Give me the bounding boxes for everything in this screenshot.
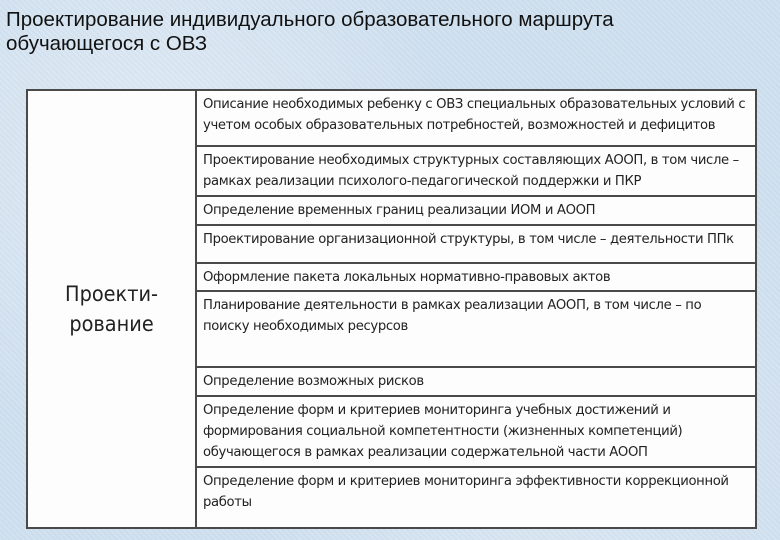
stage-label: Проекти- рование: [65, 282, 158, 336]
step-item: Проектирование организационной структуры, в том числе – деятельности ППк: [197, 226, 755, 264]
step-item: Определение форм и критериев мониторинга эффективности коррекционной работы: [203, 474, 729, 510]
steps-column: [197, 91, 755, 527]
step-item: Определение возможных рисков: [197, 368, 755, 397]
page-title: Проектирование индивидуального образовательного маршрута обучающегося с ОВЗ: [6, 8, 614, 55]
step-item: Определение форм и критериев мониторинга учебных достижений и формирования социальной компетентности (жизненных компетенций) обучающегося в рамках реализации содержательной части АООП: [197, 397, 755, 468]
step-item: Определение временных границ реализации ИОМ и АООП: [197, 197, 755, 226]
step-item: Планирование деятельности в рамках реализации АООП, в том числе – по поиску необходимых ресурсов: [197, 292, 755, 368]
step-item: Проектирование необходимых структурных составляющих АООП, в том числе – рамках реализации психолого-педагогической поддержки и ПКР: [197, 147, 755, 197]
step-item: Оформление пакета локальных нормативно-правовых актов: [197, 264, 755, 292]
stage-label-cell: [28, 91, 197, 527]
step-item: Описание необходимых ребенку с ОВЗ специальных образовательных условий с учетом особых образовательных потребностей, возможностей и дефицитов: [197, 91, 755, 147]
process-table: [26, 89, 757, 529]
